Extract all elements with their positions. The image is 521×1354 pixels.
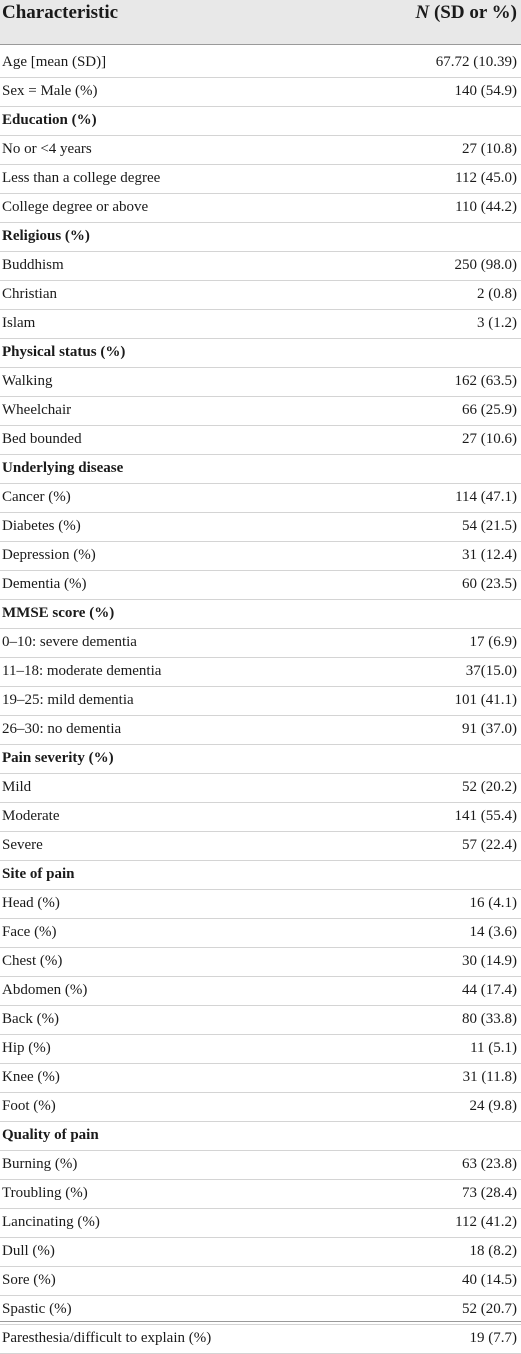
row-label: Severe <box>2 837 43 853</box>
row-label: 0–10: severe dementia <box>2 634 137 650</box>
section-header-row <box>0 223 521 252</box>
section-label: Religious (%) <box>2 228 90 244</box>
row-label: Chest (%) <box>2 953 63 969</box>
section-header-row <box>0 339 521 368</box>
table-row <box>0 890 521 919</box>
row-label: 11–18: moderate dementia <box>2 663 162 679</box>
row-label: Islam <box>2 315 36 331</box>
row-label: Buddhism <box>2 257 64 273</box>
row-value: 27 (10.6) <box>462 431 517 447</box>
row-label: Face (%) <box>2 924 57 940</box>
table-row <box>0 687 521 716</box>
row-value: 11 (5.1) <box>470 1040 517 1056</box>
section-label: Underlying disease <box>2 460 124 476</box>
row-value: 114 (47.1) <box>455 489 517 505</box>
row-value: 30 (14.9) <box>462 953 517 969</box>
bottom-rule <box>0 1321 521 1322</box>
row-value: 37(15.0) <box>465 663 517 679</box>
header-sd-text: (SD or %) <box>429 2 517 23</box>
row-label: Moderate <box>2 808 60 824</box>
row-label: Depression (%) <box>2 547 96 563</box>
row-label: Sex = Male (%) <box>2 83 98 99</box>
row-value: 140 (54.9) <box>454 83 517 99</box>
table-row <box>0 397 521 426</box>
row-value: 16 (4.1) <box>469 895 517 911</box>
table-row <box>0 1325 521 1354</box>
row-value: 162 (63.5) <box>454 373 517 389</box>
row-value: 67.72 (10.39) <box>435 54 517 70</box>
table-body <box>0 49 521 1354</box>
row-label: Mild <box>2 779 32 795</box>
row-label: Head (%) <box>2 895 60 911</box>
table-row <box>0 571 521 600</box>
row-label: 26–30: no dementia <box>2 721 122 737</box>
row-label: Cancer (%) <box>2 489 71 505</box>
row-label: Dull (%) <box>2 1243 55 1259</box>
row-label: Sore (%) <box>2 1272 56 1288</box>
section-label: MMSE score (%) <box>2 605 115 621</box>
table-row <box>0 1267 521 1296</box>
table-row <box>0 803 521 832</box>
table-row <box>0 426 521 455</box>
table-row <box>0 832 521 861</box>
table-row <box>0 919 521 948</box>
row-label: Foot (%) <box>2 1098 56 1114</box>
table-row <box>0 1093 521 1122</box>
row-value: 112 (41.2) <box>455 1214 517 1230</box>
section-label: Quality of pain <box>2 1127 99 1143</box>
row-label: Back (%) <box>2 1011 60 1027</box>
row-label: Troubling (%) <box>2 1185 88 1201</box>
section-header-row <box>0 455 521 484</box>
header-n-sd <box>415 2 517 24</box>
section-header-row <box>0 600 521 629</box>
row-value: 31 (11.8) <box>462 1069 517 1085</box>
table-row <box>0 49 521 78</box>
row-value: 18 (8.2) <box>469 1243 517 1259</box>
section-label: Physical status (%) <box>2 344 126 360</box>
table-row <box>0 1209 521 1238</box>
row-value: 91 (37.0) <box>462 721 517 737</box>
row-value: 17 (6.9) <box>469 634 517 650</box>
row-value: 31 (12.4) <box>462 547 517 563</box>
row-value: 52 (20.2) <box>462 779 517 795</box>
row-value: 14 (3.6) <box>469 924 517 940</box>
row-value: 63 (23.8) <box>462 1156 517 1172</box>
row-label: Lancinating (%) <box>2 1214 100 1230</box>
table-row <box>0 513 521 542</box>
row-value: 54 (21.5) <box>462 518 517 534</box>
row-label: Abdomen (%) <box>2 982 88 998</box>
row-label: Christian <box>2 286 57 302</box>
row-value: 40 (14.5) <box>462 1272 517 1288</box>
row-label: No or <4 years <box>2 141 92 157</box>
table-row <box>0 629 521 658</box>
row-label: Knee (%) <box>2 1069 60 1085</box>
table-row <box>0 281 521 310</box>
table-header <box>0 0 521 45</box>
row-value: 110 (44.2) <box>455 199 517 215</box>
header-characteristic: Characteristic <box>2 2 119 23</box>
row-value: 3 (1.2) <box>477 315 517 331</box>
row-label: Diabetes (%) <box>2 518 81 534</box>
row-value: 60 (23.5) <box>462 576 517 592</box>
row-value: 57 (22.4) <box>462 837 517 853</box>
row-label: Less than a college degree <box>2 170 161 186</box>
row-label: Bed bounded <box>2 431 82 447</box>
row-value: 73 (28.4) <box>462 1185 517 1201</box>
table-row <box>0 1180 521 1209</box>
row-value: 24 (9.8) <box>469 1098 517 1114</box>
row-value: 27 (10.8) <box>462 141 517 157</box>
section-header-row <box>0 745 521 774</box>
row-label: Age [mean (SD)] <box>2 54 107 70</box>
row-value: 141 (55.4) <box>454 808 517 824</box>
row-value: 101 (41.1) <box>454 692 517 708</box>
row-label: Walking <box>2 373 53 389</box>
table-row <box>0 252 521 281</box>
table-row <box>0 310 521 339</box>
row-label: Dementia (%) <box>2 576 87 592</box>
section-label: Site of pain <box>2 866 75 882</box>
table-row <box>0 136 521 165</box>
row-value: 52 (20.7) <box>462 1301 517 1317</box>
row-label: Burning (%) <box>2 1156 78 1172</box>
table-row <box>0 977 521 1006</box>
row-value: 112 (45.0) <box>455 170 517 186</box>
table-row <box>0 165 521 194</box>
row-label: College degree or above <box>2 199 149 215</box>
header-n-italic: N <box>415 2 430 23</box>
row-label: Wheelchair <box>2 402 72 418</box>
row-value: 2 (0.8) <box>477 286 517 302</box>
row-value: 80 (33.8) <box>462 1011 517 1027</box>
row-value: 44 (17.4) <box>462 982 517 998</box>
row-value: 66 (25.9) <box>462 402 517 418</box>
table-row <box>0 1035 521 1064</box>
table-row <box>0 948 521 977</box>
section-label: Education (%) <box>2 112 97 128</box>
table-row <box>0 484 521 513</box>
row-label: Spastic (%) <box>2 1301 72 1317</box>
table-row <box>0 716 521 745</box>
table-row <box>0 78 521 107</box>
table-row <box>0 774 521 803</box>
table-row <box>0 194 521 223</box>
row-value: 250 (98.0) <box>454 257 517 273</box>
table-row <box>0 1006 521 1035</box>
table-row <box>0 1064 521 1093</box>
row-label: Hip (%) <box>2 1040 51 1056</box>
table-row <box>0 1238 521 1267</box>
row-label: Paresthesia/difficult to explain (%) <box>2 1330 212 1346</box>
section-header-row <box>0 107 521 136</box>
table-row <box>0 658 521 687</box>
section-header-row <box>0 1122 521 1151</box>
section-label: Pain severity (%) <box>2 750 114 766</box>
row-label: 19–25: mild dementia <box>2 692 134 708</box>
section-header-row <box>0 861 521 890</box>
table-row <box>0 368 521 397</box>
row-value: 19 (7.7) <box>469 1330 517 1346</box>
table-row <box>0 542 521 571</box>
table-row <box>0 1151 521 1180</box>
